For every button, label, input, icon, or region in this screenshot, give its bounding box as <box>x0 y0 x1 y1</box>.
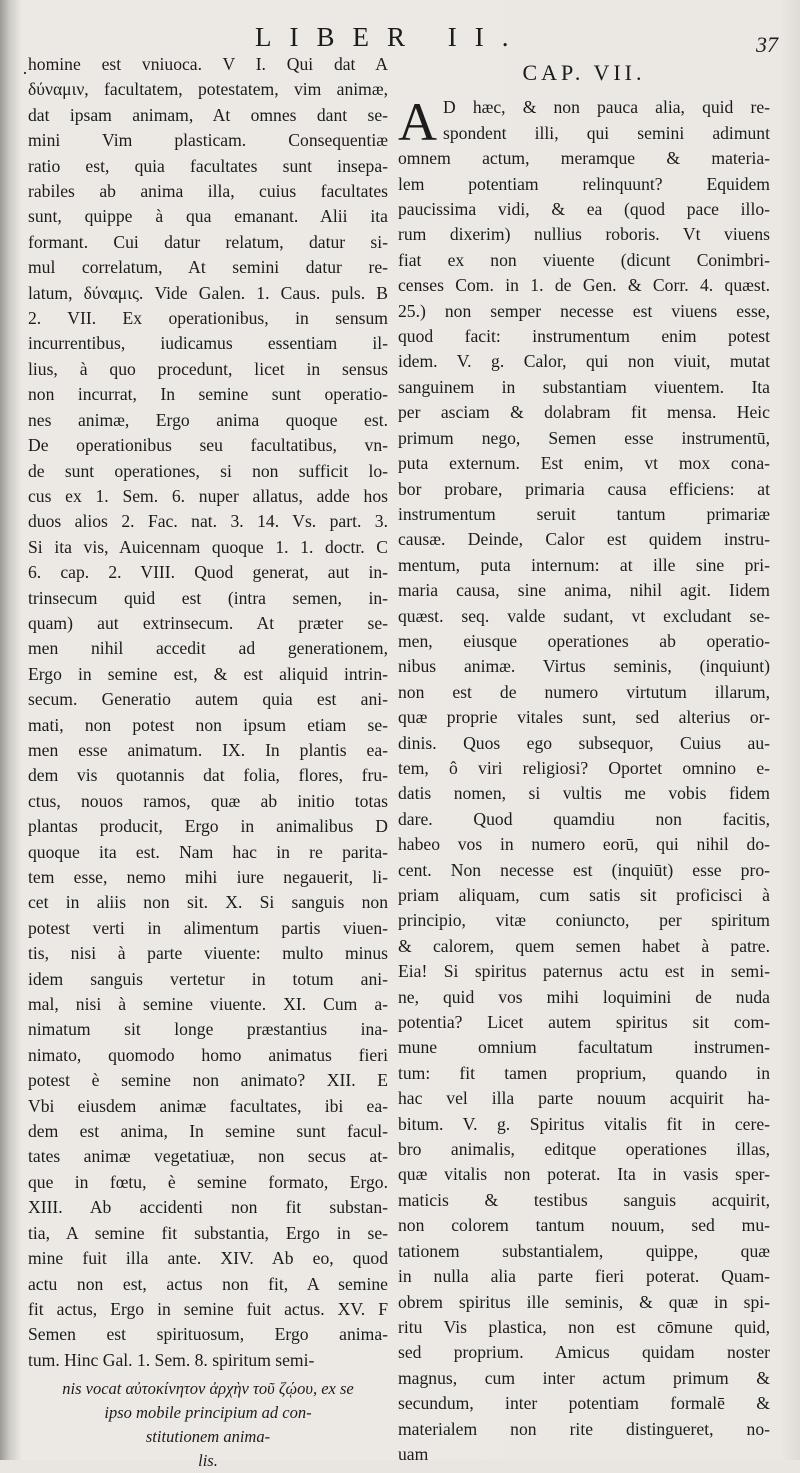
text-line: que in fœtu, è semine formato, Ergo. <box>28 1171 388 1192</box>
text-line: de sunt operationes, si non sufficit lo- <box>28 460 388 481</box>
text-line: trinsecum quid est (intra semen, in- <box>28 587 388 608</box>
closing-italic-note <box>28 1377 388 1473</box>
closing-line: stitutionem anima- <box>145 1427 271 1447</box>
text-line: mal, nisi à semine viuente. XI. Cum a- <box>28 994 388 1015</box>
text-line: censes Com. in 1. de Gen. & Corr. 4. quæst. <box>398 275 770 296</box>
text-line: tates animæ vegetatiuæ, non secus at- <box>28 1146 388 1167</box>
text-line: materialem non rite distingueret, no- <box>398 1418 770 1439</box>
text-line: tis, nisi à parte viuente: multo minus <box>28 943 388 964</box>
text-line: sed proprium. Amicus quidam noster <box>398 1342 770 1363</box>
text-line: instrumentum seruit tantum primariæ <box>398 503 770 524</box>
page-number: 37 <box>756 32 778 57</box>
text-line: ctus, nouos ramos, quæ ab initio totas <box>28 790 388 811</box>
text-line: ratio est, quia facultates sunt insepa- <box>28 155 388 176</box>
text-line: uam <box>398 1443 429 1464</box>
text-line: ne, quid vos mihi loquimini de nuda <box>398 986 770 1007</box>
text-line: men esse animatum. IX. In plantis ea- <box>28 739 388 760</box>
text-line: idem sanguis vertetur in totum ani- <box>28 968 388 989</box>
text-line: nibus animæ. Virtus seminis, (inquiunt) <box>398 656 770 677</box>
text-line: 2. VII. Ex operationibus, in sensum <box>28 308 388 329</box>
text-line: priam aliquam, cum satis sit proficisci à <box>398 885 770 905</box>
closing-line: nis vocat αὐτοκίνητον ἀρχὴν τοῦ ζῴου, ex se <box>62 1379 354 1399</box>
text-line: potentia? Licet autem spiritus sit com- <box>398 1012 770 1033</box>
text-line: bro animalis, editque operationes illas, <box>398 1139 770 1160</box>
text-line: causæ. Deinde, Calor est quidem instru- <box>398 529 770 550</box>
text-line: De operationibus seu facultatibus, vn- <box>28 435 388 456</box>
text-line: potest è semine non animato? XII. E <box>28 1070 388 1091</box>
text-line: sunt, quippe à qua emanant. Alii ita <box>28 206 388 227</box>
closing-line: ipso mobile principium ad con- <box>104 1403 312 1423</box>
text-line: XIII. Ab accidenti non fit substan- <box>28 1197 388 1218</box>
left-column <box>28 52 388 1473</box>
text-line: non colorem tantum nouum, sed mu- <box>398 1215 770 1236</box>
text-line: incurrentibus, iudicamus essentiam il- <box>28 333 388 354</box>
text-line: mine fuit illa ante. XIV. Ab eo, quod <box>28 1248 388 1269</box>
text-line: Eia! Si spiritus paternus actu est in semi- <box>398 961 770 982</box>
text-line: quæ proprie vitales sunt, sed alterius or- <box>398 707 770 728</box>
text-line: nimatum sit longe præstantius ina- <box>28 1019 388 1040</box>
text-line: 25.) non semper necesse est viuens esse, <box>398 300 770 321</box>
text-line: cent. Non necesse est (inquiūt) esse pro- <box>398 859 770 880</box>
text-line: mentum, puta internum: at ille sine pri- <box>398 554 770 575</box>
drop-cap: A <box>398 92 437 153</box>
text-line: Semen est spirituosum, Ergo anima- <box>28 1324 388 1345</box>
text-line: duos alios 2. Fac. nat. 3. 14. Vs. part. 3. <box>28 511 388 532</box>
text-line: habeo vos in numero eorū, qui nihil do- <box>398 834 770 855</box>
text-line: homine est vniuoca. V I. Qui dat A <box>28 54 388 74</box>
text-line: magnus, cum inter actum primum & <box>398 1367 770 1388</box>
text-line: tationem substantialem, quippe, quæ <box>398 1240 770 1261</box>
text-line: quod facit: instrumentum enim potest <box>398 326 770 347</box>
text-line: men nihil accedit ad generationem, <box>28 638 388 659</box>
text-line: tum: fit tamen proprium, quando in <box>398 1062 770 1083</box>
text-line: omnem actum, meramque & materia- <box>398 148 770 169</box>
text-line: non incurrat, In semine sunt operatio- <box>28 384 388 405</box>
text-line: dat ipsam animam, At omnes dant se- <box>28 104 388 125</box>
text-line: non est de numero virtutum illarum, <box>398 681 770 702</box>
text-line: obrem spiritus ille seminis, & quæ in spi- <box>398 1291 770 1312</box>
text-line: quoque ita est. Nam hac in re parita- <box>28 841 388 862</box>
text-line: actu non est, actus non fit, A semine <box>28 1273 388 1294</box>
text-line: datis nomen, si vultis me vobis fidem <box>398 783 770 804</box>
right-column <box>398 54 770 1467</box>
text-line: Si ita vis, Auicennam quoque 1. 1. doctr. C <box>28 536 388 557</box>
text-line: dem vis quotannis dat folia, flores, fru- <box>28 765 388 786</box>
text-line: Ergo in semine est, & est aliquid intrin- <box>28 663 388 684</box>
text-line: bitum. V. g. Spiritus vitalis fit in cere- <box>398 1113 770 1134</box>
chapter-heading: CAP. VII. <box>522 60 646 85</box>
text-line: fiat ex non viuente (dicunt Conimbri- <box>398 249 770 270</box>
left-column-text <box>28 52 388 1373</box>
text-line: 6. cap. 2. VIII. Quod generat, aut in- <box>28 562 388 583</box>
text-line: rum dixerim) nullius roboris. Vt viuens <box>398 224 770 245</box>
text-line: Vbi eiusdem animæ facultates, ibi ea- <box>28 1095 388 1116</box>
closing-line: lis. <box>198 1451 218 1471</box>
text-line: lem potentiam relinquunt? Equidem <box>398 173 770 194</box>
text-line: potest verti in alimentum partis viuen- <box>28 917 388 938</box>
text-line: latum, δύναμις. Vide Galen. 1. Caus. puls. B <box>28 282 388 303</box>
margin-dot: · <box>22 63 28 83</box>
text-line: per asciam & dolabram fit mensa. Heic <box>398 402 770 423</box>
text-line: spondent illi, qui semini adimunt <box>443 122 770 143</box>
text-line: hac vel illa parte nouum acquirit ha- <box>398 1088 770 1109</box>
text-line: mini Vim plasticam. Consequentiæ <box>28 130 388 151</box>
text-line: principio, vitæ coniuncto, per spiritum <box>398 910 770 931</box>
text-line: sanguinem in substantiam viuentem. Ita <box>398 376 770 397</box>
text-line: mati, non potest non ipsum etiam se- <box>28 714 388 735</box>
text-line: quæ vitalis non poterat. Ita in vasis sper- <box>398 1164 770 1185</box>
text-line: maria causa, sine anima, nihil agit. Iidem <box>398 580 770 601</box>
text-line: men, eiusque operationes ab operatio- <box>398 630 770 651</box>
text-line: ritu Vis plastica, non est cōmune quid, <box>398 1316 770 1337</box>
text-line: δύναμιν, facultatem, potestatem, vim animæ, <box>28 79 388 100</box>
text-line: fit actus, Ergo in semine fuit actus. XV. F <box>28 1298 388 1319</box>
text-line: tem, ô viri religiosi? Oportet omnino e- <box>398 757 770 778</box>
text-line: mune omnium facultatum instrumen- <box>398 1037 770 1058</box>
text-line: tia, A semine fit substantia, Ergo in se- <box>28 1222 388 1243</box>
text-line: maticis & testibus sanguis acquirit, <box>398 1189 770 1210</box>
text-line: plantas producit, Ergo in animalibus D <box>28 816 388 837</box>
text-line: secum. Generatio autem quia est ani- <box>28 689 388 710</box>
text-line: in nulla alia parte fieri poterat. Quam- <box>398 1266 770 1287</box>
text-line: cet in aliis non sit. X. Si sanguis non <box>28 892 388 913</box>
text-line: primum nego, Semen esse instrumentū, <box>398 427 770 448</box>
text-line: tum. Hinc Gal. 1. Sem. 8. spiritum semi- <box>28 1349 315 1370</box>
text-line: rabiles ab anima illa, cuius facultates <box>28 181 388 202</box>
text-line: & calorem, quem semen habet à patre. <box>398 935 770 956</box>
text-line: dinis. Quos ego subsequor, Cuius au- <box>398 732 770 753</box>
text-line: lius, à quo procedunt, licet in sensus <box>28 358 388 379</box>
text-line: cus ex 1. Sem. 6. nuper allatus, adde hos <box>28 485 388 506</box>
text-line: puta externum. Est enim, vt mox cona- <box>398 453 770 474</box>
text-line: nes animæ, Ergo anima quoque est. <box>28 409 388 430</box>
text-line: dare. Quod quamdiu non facitis, <box>398 808 770 829</box>
text-line: formant. Cui datur relatum, datur si- <box>28 231 388 252</box>
chapter-text <box>398 92 770 1467</box>
text-line: idem. V. g. Calor, qui non viuit, mutat <box>398 351 770 372</box>
text-line: nimato, quomodo homo animatus fieri <box>28 1044 388 1065</box>
text-line: dem est anima, In semine sunt facul- <box>28 1121 388 1142</box>
running-title: LIBER II. <box>255 22 527 52</box>
text-line: mul correlatum, At semini datur re- <box>28 257 388 278</box>
text-line: quæst. seq. valde sudant, vt excludant se- <box>398 605 770 626</box>
text-line: tem esse, nemo mihi iure negauerit, li- <box>28 867 388 887</box>
text-line: bor probare, primaria causa efficiens: at <box>398 478 770 499</box>
text-line: quam) aut extrinsecum. At præter se- <box>28 612 388 633</box>
right-column-text <box>398 92 770 1467</box>
text-line: secundum, inter potentiam formalē & <box>398 1393 770 1414</box>
text-line: D hæc, & non pauca alia, quid re- <box>443 97 770 118</box>
text-line: paucissima vidi, & ea (quod pace illo- <box>398 199 770 220</box>
